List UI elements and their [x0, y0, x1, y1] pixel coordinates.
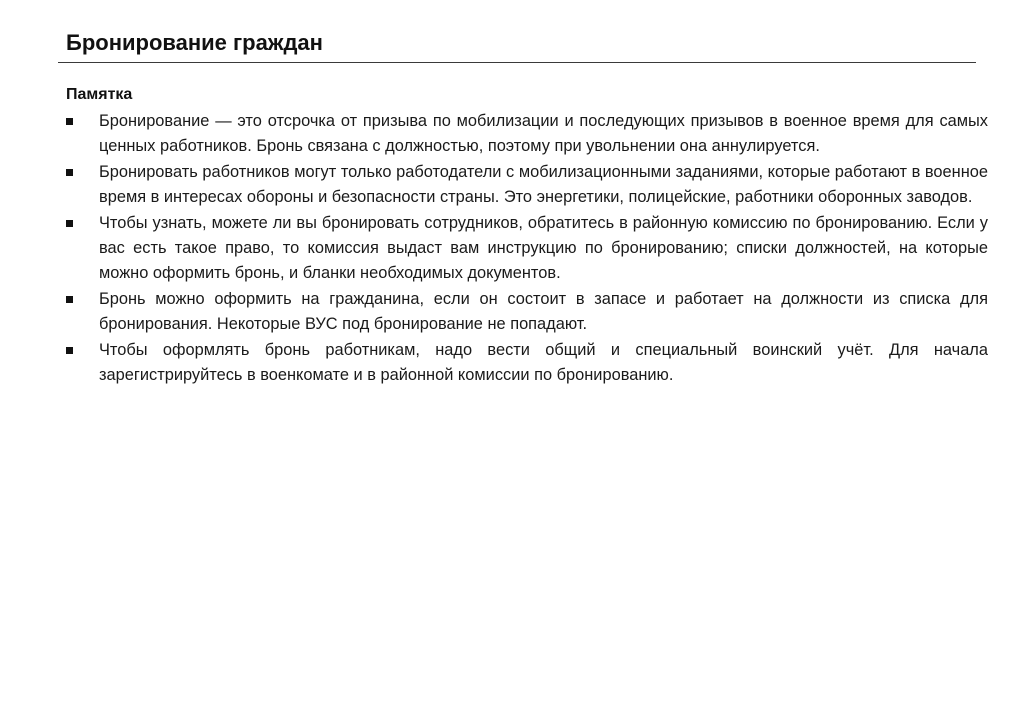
list-item-text: Чтобы оформлять бронь работникам, надо вести общий и специальный воинский учёт. Для начала зарегистрируйтесь в военкомате и в районной комиссии по бронированию. [99, 340, 988, 385]
list-item [66, 160, 988, 211]
list-item [66, 109, 988, 160]
square-bullet-icon [66, 169, 73, 176]
section-heading: Памятка [66, 86, 133, 103]
list-item-text: Чтобы узнать, можете ли вы бронировать сотрудников, обратитесь в районную комиссию по бронированию. Если у вас есть такое право, то комиссия выдаст вам инструкцию по бронированию; списки должностей, на которые можно оформить бронь, и бланки необходимых документов. [99, 213, 988, 283]
square-bullet-icon [66, 347, 73, 354]
list-item-text: Бронировать работников могут только работодатели с мобилизационными заданиями, которые работают в военное время в интересах обороны и безопасности страны. Это энергетики, полицейские, работники оборонных заводов. [99, 162, 988, 207]
title-divider [58, 62, 976, 63]
memo-bullet-list [66, 109, 988, 388]
list-item-text: Бронирование — это отсрочка от призыва по мобилизации и последующих призывов в военное время для самых ценных работников. Бронь связана с должностью, поэтому при увольнении она аннулируется. [99, 112, 988, 156]
list-item [66, 211, 988, 287]
square-bullet-icon [66, 118, 73, 125]
list-item-text: Бронь можно оформить на гражданина, если он состоит в запасе и работает на должности из списка для бронирования. Некоторые ВУС под бронирование не попадают. [99, 289, 988, 334]
square-bullet-icon [66, 296, 73, 303]
page-title: Бронирование граждан [66, 30, 323, 55]
square-bullet-icon [66, 220, 73, 227]
list-item [66, 287, 988, 338]
list-item [66, 338, 988, 389]
